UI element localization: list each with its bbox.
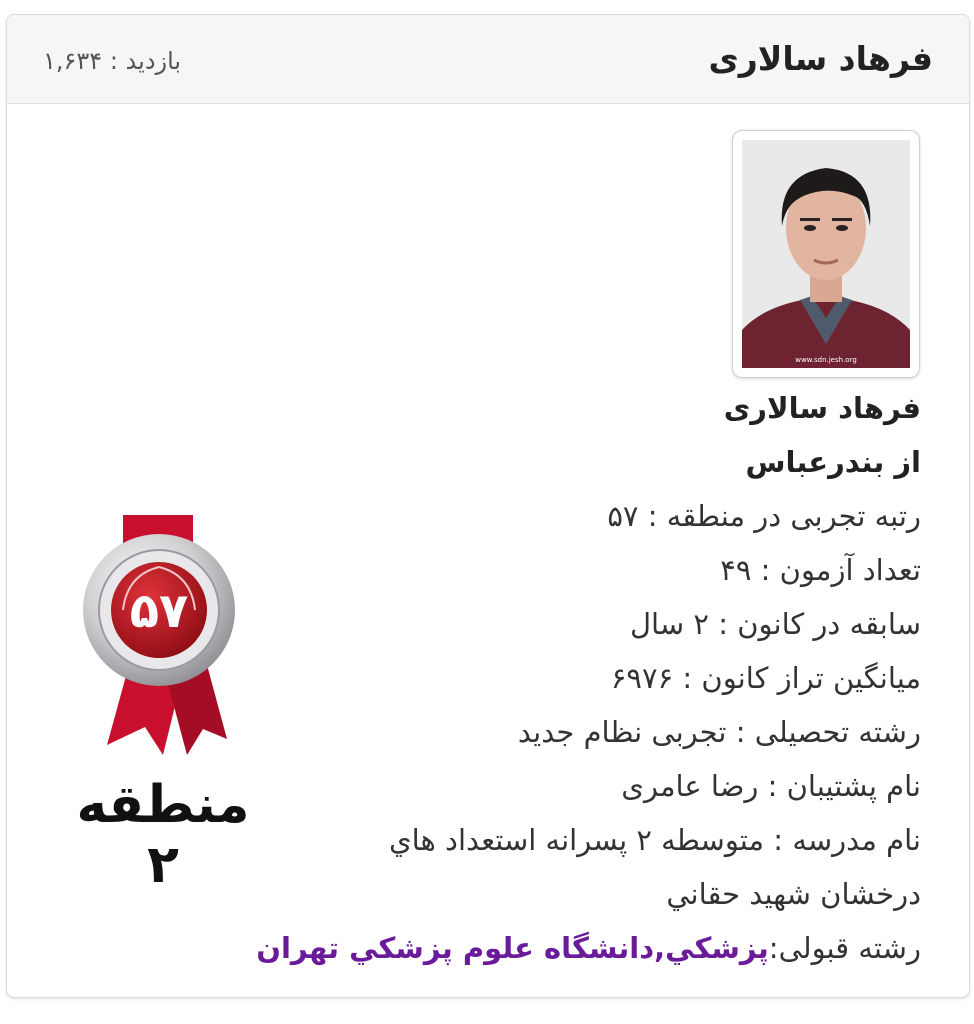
header-title: فرهاد سالاری xyxy=(708,39,933,78)
student-city: از بندرعباس xyxy=(745,445,921,479)
detail-rank: رتبه تجربی در منطقه : ۵۷ xyxy=(607,499,921,533)
rank-badge xyxy=(67,515,267,759)
detail-accepted xyxy=(256,921,921,975)
detail-label: رشته تحصیلی xyxy=(754,715,921,749)
detail-label: رتبه تجربی در منطقه xyxy=(666,499,921,533)
profile-details xyxy=(256,381,921,975)
card-header xyxy=(7,15,969,104)
region-label: منطقه ۲ xyxy=(76,775,250,895)
student-name: فرهاد سالاری xyxy=(723,391,921,425)
views-label: بازدید : xyxy=(109,47,182,75)
detail-field: رشته تحصیلی : تجربی نظام جدید xyxy=(517,715,921,749)
detail-value: ۲ سال xyxy=(629,607,709,641)
detail-history: سابقه در کانون : ۲ سال xyxy=(629,607,921,641)
view-count xyxy=(43,47,181,75)
accepted-value: پزشكي,دانشگاه علوم پزشكي تهران xyxy=(256,931,769,965)
detail-exam-count: تعداد آزمون : ۴۹ xyxy=(720,553,921,587)
profile-photo xyxy=(732,130,920,378)
detail-value: رضا عامری xyxy=(621,769,759,803)
medal-icon xyxy=(67,515,267,755)
detail-label: میانگین تراز کانون xyxy=(701,661,921,695)
accepted-label: رشته قبولی: xyxy=(768,931,921,965)
views-value: ۱,۶۳۴ xyxy=(43,47,103,75)
detail-average-score: میانگین تراز کانون : ۶۹۷۶ xyxy=(610,661,921,695)
detail-label: سابقه در کانون xyxy=(737,607,921,641)
photo-watermark: www.sdn.jesh.org xyxy=(795,356,857,364)
portrait-image xyxy=(742,140,910,368)
detail-label: نام مدرسه xyxy=(792,823,921,857)
detail-advisor: نام پشتیبان : رضا عامری xyxy=(621,769,921,803)
badge-rank: ۵۷ xyxy=(129,583,189,639)
detail-value: ۵۷ xyxy=(607,499,639,533)
detail-school: نام مدرسه : متوسطه ۲ پسرانه استعداد هاي xyxy=(388,823,921,857)
detail-value: تجربی نظام جدید xyxy=(517,715,727,749)
detail-label: تعداد آزمون xyxy=(779,553,921,587)
detail-label: نام پشتیبان xyxy=(786,769,921,803)
detail-value: متوسطه ۲ پسرانه استعداد هاي xyxy=(388,823,765,857)
profile-card xyxy=(6,14,970,998)
detail-value: ۴۹ xyxy=(720,553,752,587)
detail-value: ۶۹۷۶ xyxy=(610,661,674,695)
detail-school-continued: درخشان شهيد حقاني xyxy=(666,877,921,911)
